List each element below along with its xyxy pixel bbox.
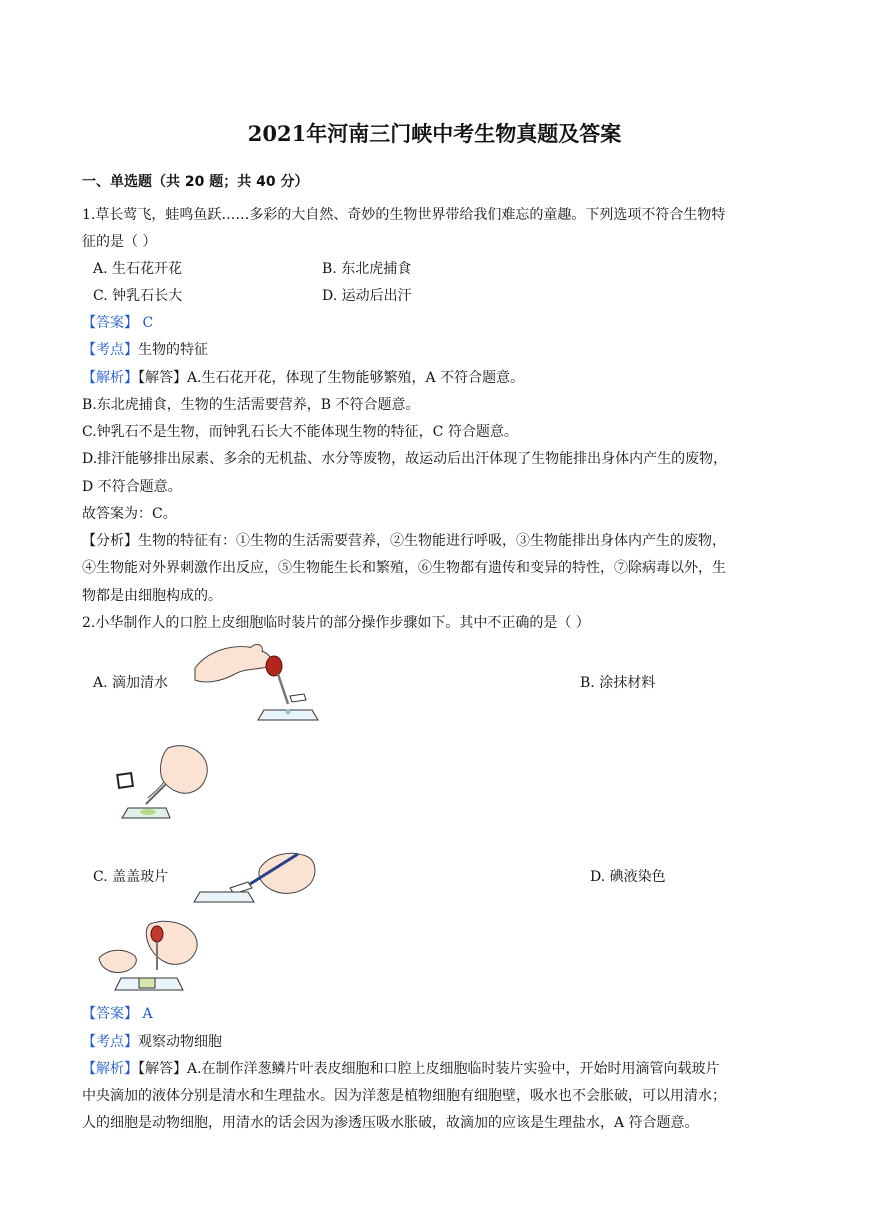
point-value: 观察动物细胞 (138, 1034, 222, 1050)
answer-tag: 【答案】 (82, 1006, 138, 1022)
q1-option-c: C. 钟乳石长大 (93, 288, 183, 304)
q1-fenxi-line2: ④生物能对外界刺激作出反应，⑤生物能生长和繁殖，⑥生物都有遗传和变异的特性，⑦除病毒以外，生 (82, 560, 726, 576)
figure-dropping-water (190, 640, 325, 725)
page-title: 2021年河南三门峡中考生物真题及答案 (247, 121, 622, 146)
q2-option-c: C. 盖盖玻片 (93, 869, 169, 885)
q1-analysis-line6: 故答案为：C。 (82, 506, 177, 522)
figure-iodine-staining (95, 918, 210, 998)
q1-fenxi-line1: 【分析】生物的特征有：①生物的生活需要营养，②生物能进行呼吸，③生物能排出身体内产生的废物， (82, 533, 726, 549)
point-value: 生物的特征 (138, 342, 208, 358)
figure-smearing-material (108, 738, 213, 828)
q1-stem-line1: 1.草长莺飞，蛙鸣鱼跃……多彩的大自然、奇妙的生物世界带给我们难忘的童趣。下列选项不符合生物特 (82, 207, 726, 223)
q1-analysis-line1 (82, 368, 524, 388)
q1-fenxi-line3: 物都是由细胞构成的。 (82, 588, 222, 604)
q2-option-b: B. 涂抹材料 (580, 675, 656, 691)
q1-analysis-line5: D 不符合题意。 (82, 479, 182, 495)
q1-option-b: B. 东北虎捕食 (322, 261, 412, 277)
q2-answer-row (82, 1004, 153, 1024)
analysis-tag: 【解析】 (82, 1061, 138, 1077)
q1-stem-line2: 征的是（ ） (82, 234, 157, 250)
q1-point-row (82, 340, 208, 360)
q1-analysis-line4: D.排汗能够排出尿素、多余的无机盐、水分等废物，故运动后出汗体现了生物能排出身体内产生的废物， (82, 451, 728, 467)
q2-point-row (82, 1032, 222, 1052)
q1-option-a: A. 生石花开花 (93, 261, 183, 277)
analysis-text: 【解答】A.在制作洋葱鳞片叶表皮细胞和口腔上皮细胞临时装片实验中，开始时用滴管向载玻片 (138, 1061, 720, 1077)
point-tag: 【考点】 (82, 1034, 138, 1050)
analysis-text: 【解答】A.生石花开花，体现了生物能够繁殖，A 不符合题意。 (138, 370, 525, 386)
answer-value: A (142, 1006, 153, 1022)
q2-analysis-line3: 人的细胞是动物细胞，用清水的话会因为渗透压吸水胀破，故滴加的应该是生理盐水，A 符合题意。 (82, 1115, 699, 1131)
q1-option-d: D. 运动后出汗 (322, 288, 412, 304)
q2-option-a: A. 滴加清水 (93, 675, 169, 691)
q2-option-d: D. 碘液染色 (590, 869, 666, 885)
point-tag: 【考点】 (82, 342, 138, 358)
q1-analysis-line3: C.钟乳石不是生物，而钟乳石长大不能体现生物的特征，C 符合题意。 (82, 424, 518, 440)
answer-tag: 【答案】 (82, 315, 138, 331)
q2-stem: 2.小华制作人的口腔上皮细胞临时装片的部分操作步骤如下。其中不正确的是（ ） (82, 615, 590, 631)
q2-analysis-line2: 中央滴加的液体分别是清水和生理盐水。因为洋葱是植物细胞有细胞壁，吸水也不会胀破，可以用清水； (82, 1088, 726, 1104)
figure-placing-coverslip (190, 848, 320, 908)
q2-analysis-line1 (82, 1059, 720, 1079)
q1-analysis-line2: B.东北虎捕食，生物的生活需要营养，B 不符合题意。 (82, 397, 420, 413)
analysis-tag: 【解析】 (82, 370, 138, 386)
q1-answer-row (82, 313, 153, 333)
answer-value: C (142, 315, 154, 331)
section-heading: 一、单选题（共 20 题；共 40 分） (82, 174, 309, 190)
